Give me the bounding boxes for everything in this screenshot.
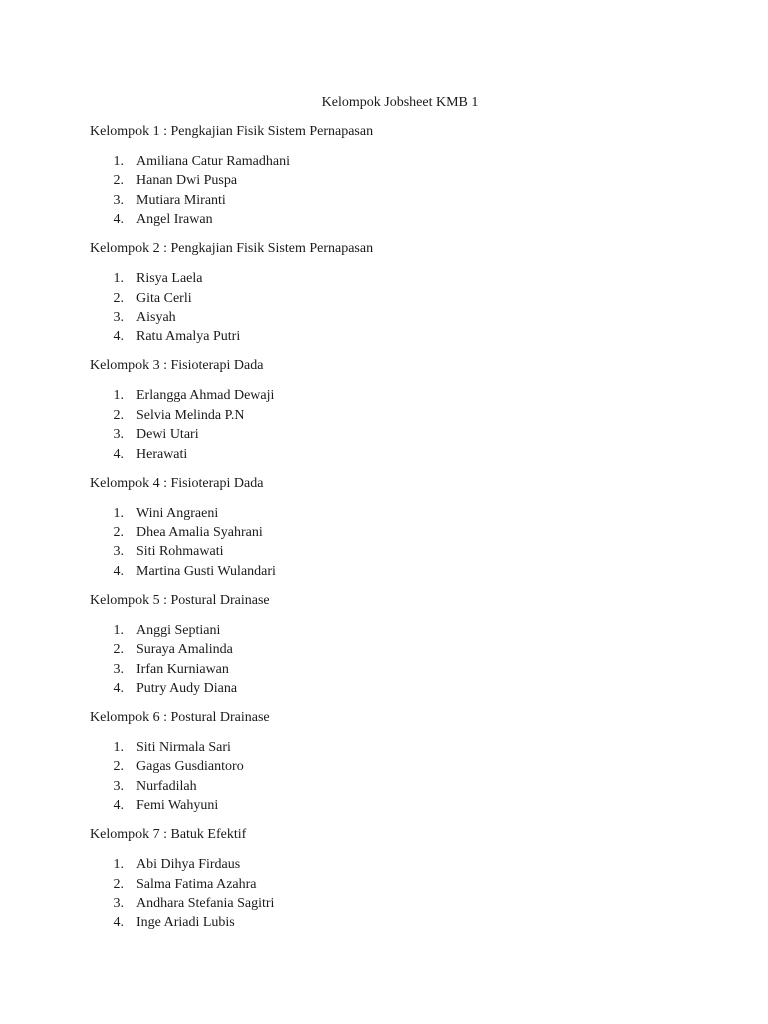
member-name: Anggi Septiani: [136, 622, 221, 638]
member-list: [90, 269, 710, 347]
list-item: [90, 308, 710, 327]
group-list: [90, 122, 710, 942]
list-item: [90, 621, 710, 640]
item-number: 2.: [113, 524, 124, 540]
list-item: [90, 523, 710, 542]
member-name: Aisyah: [136, 309, 176, 325]
list-item: [90, 425, 710, 444]
member-name: Femi Wahyuni: [136, 798, 219, 814]
member-name: Amiliana Catur Ramadhani: [136, 154, 290, 169]
item-number: 1.: [113, 622, 124, 638]
list-item: [90, 269, 710, 288]
member-list: [90, 152, 710, 230]
item-number: 1.: [113, 154, 124, 169]
item-number: 2.: [113, 759, 124, 775]
member-list: [90, 855, 710, 933]
member-name: Erlangga Ahmad Dewaji: [136, 388, 275, 404]
list-item: [90, 327, 710, 346]
item-number: 4.: [113, 915, 124, 931]
item-number: 3.: [113, 895, 124, 911]
list-item: [90, 777, 710, 796]
item-number: 1.: [113, 505, 124, 521]
member-name: Suraya Amalinda: [136, 642, 233, 658]
item-number: 3.: [113, 661, 124, 677]
item-number: 4.: [113, 680, 124, 696]
member-list: [90, 621, 710, 699]
member-name: Martina Gusti Wulandari: [136, 563, 276, 579]
item-number: 1.: [113, 739, 124, 755]
list-item: [90, 640, 710, 659]
group-heading: Kelompok 2 : Pengkajian Fisik Sistem Pernapasan: [90, 241, 374, 257]
member-name: Dewi Utari: [136, 427, 199, 443]
item-number: 1.: [113, 857, 124, 873]
item-number: 2.: [113, 642, 124, 658]
list-item: [90, 660, 710, 679]
member-name: Risya Laela: [136, 271, 203, 287]
member-list: [90, 386, 710, 464]
list-item: [90, 796, 710, 815]
member-name: Irfan Kurniawan: [136, 661, 229, 677]
group-section: [90, 474, 710, 591]
item-number: 1.: [113, 271, 124, 287]
list-item: [90, 210, 710, 229]
item-number: 2.: [113, 173, 124, 189]
group-section: [90, 356, 710, 473]
member-name: Salma Fatima Azahra: [136, 876, 257, 892]
member-name: Andhara Stefania Sagitri: [136, 895, 275, 911]
item-number: 4.: [113, 563, 124, 579]
list-item: [90, 191, 710, 210]
member-name: Inge Ariadi Lubis: [136, 915, 235, 931]
document-title: Kelompok Jobsheet KMB 1: [321, 95, 479, 110]
member-name: Selvia Melinda P.N: [136, 407, 245, 423]
list-item: [90, 445, 710, 464]
list-item: [90, 738, 710, 757]
item-number: 3.: [113, 427, 124, 443]
member-name: Mutiara Miranti: [136, 192, 226, 208]
group-heading: Kelompok 3 : Fisioterapi Dada: [90, 358, 264, 374]
list-item: [90, 679, 710, 698]
group-section: [90, 591, 710, 708]
member-name: Gita Cerli: [136, 290, 192, 306]
list-item: [90, 406, 710, 425]
list-item: [90, 542, 710, 561]
member-name: Dhea Amalia Syahrani: [136, 524, 263, 540]
list-item: [90, 913, 710, 932]
item-number: 4.: [113, 329, 124, 345]
group-heading: Kelompok 7 : Batuk Efektif: [90, 827, 247, 843]
list-item: [90, 171, 710, 190]
list-item: [90, 562, 710, 581]
group-heading: Kelompok 1 : Pengkajian Fisik Sistem Pernapasan: [90, 124, 374, 139]
item-number: 3.: [113, 544, 124, 560]
list-item: [90, 757, 710, 776]
member-list: [90, 738, 710, 816]
item-number: 2.: [113, 290, 124, 306]
item-number: 2.: [113, 876, 124, 892]
list-item: [90, 289, 710, 308]
item-number: 2.: [113, 407, 124, 423]
list-item: [90, 875, 710, 894]
group-heading: Kelompok 6 : Postural Drainase: [90, 709, 270, 725]
member-list: [90, 504, 710, 582]
list-item: [90, 504, 710, 523]
group-section: [90, 825, 710, 942]
member-name: Hanan Dwi Puspa: [136, 173, 238, 189]
member-name: Angel Irawan: [136, 212, 213, 228]
item-number: 3.: [113, 192, 124, 208]
item-number: 4.: [113, 798, 124, 814]
group-heading: Kelompok 5 : Postural Drainase: [90, 592, 270, 608]
item-number: 1.: [113, 388, 124, 404]
member-name: Abi Dihya Firdaus: [136, 857, 241, 873]
member-name: Putry Audy Diana: [136, 680, 238, 696]
list-item: [90, 894, 710, 913]
member-name: Gagas Gusdiantoro: [136, 759, 244, 775]
member-name: Siti Rohmawati: [136, 544, 224, 560]
item-number: 4.: [113, 212, 124, 228]
list-item: [90, 152, 710, 171]
group-section: [90, 122, 710, 239]
member-name: Nurfadilah: [136, 778, 197, 794]
item-number: 3.: [113, 778, 124, 794]
member-name: Wini Angraeni: [136, 505, 219, 521]
group-section: [90, 239, 710, 356]
member-name: Ratu Amalya Putri: [136, 329, 241, 345]
list-item: [90, 855, 710, 874]
member-name: Siti Nirmala Sari: [136, 739, 231, 755]
item-number: 4.: [113, 446, 124, 462]
list-item: [90, 386, 710, 405]
group-section: [90, 708, 710, 825]
member-name: Herawati: [136, 446, 188, 462]
item-number: 3.: [113, 309, 124, 325]
group-heading: Kelompok 4 : Fisioterapi Dada: [90, 475, 264, 491]
